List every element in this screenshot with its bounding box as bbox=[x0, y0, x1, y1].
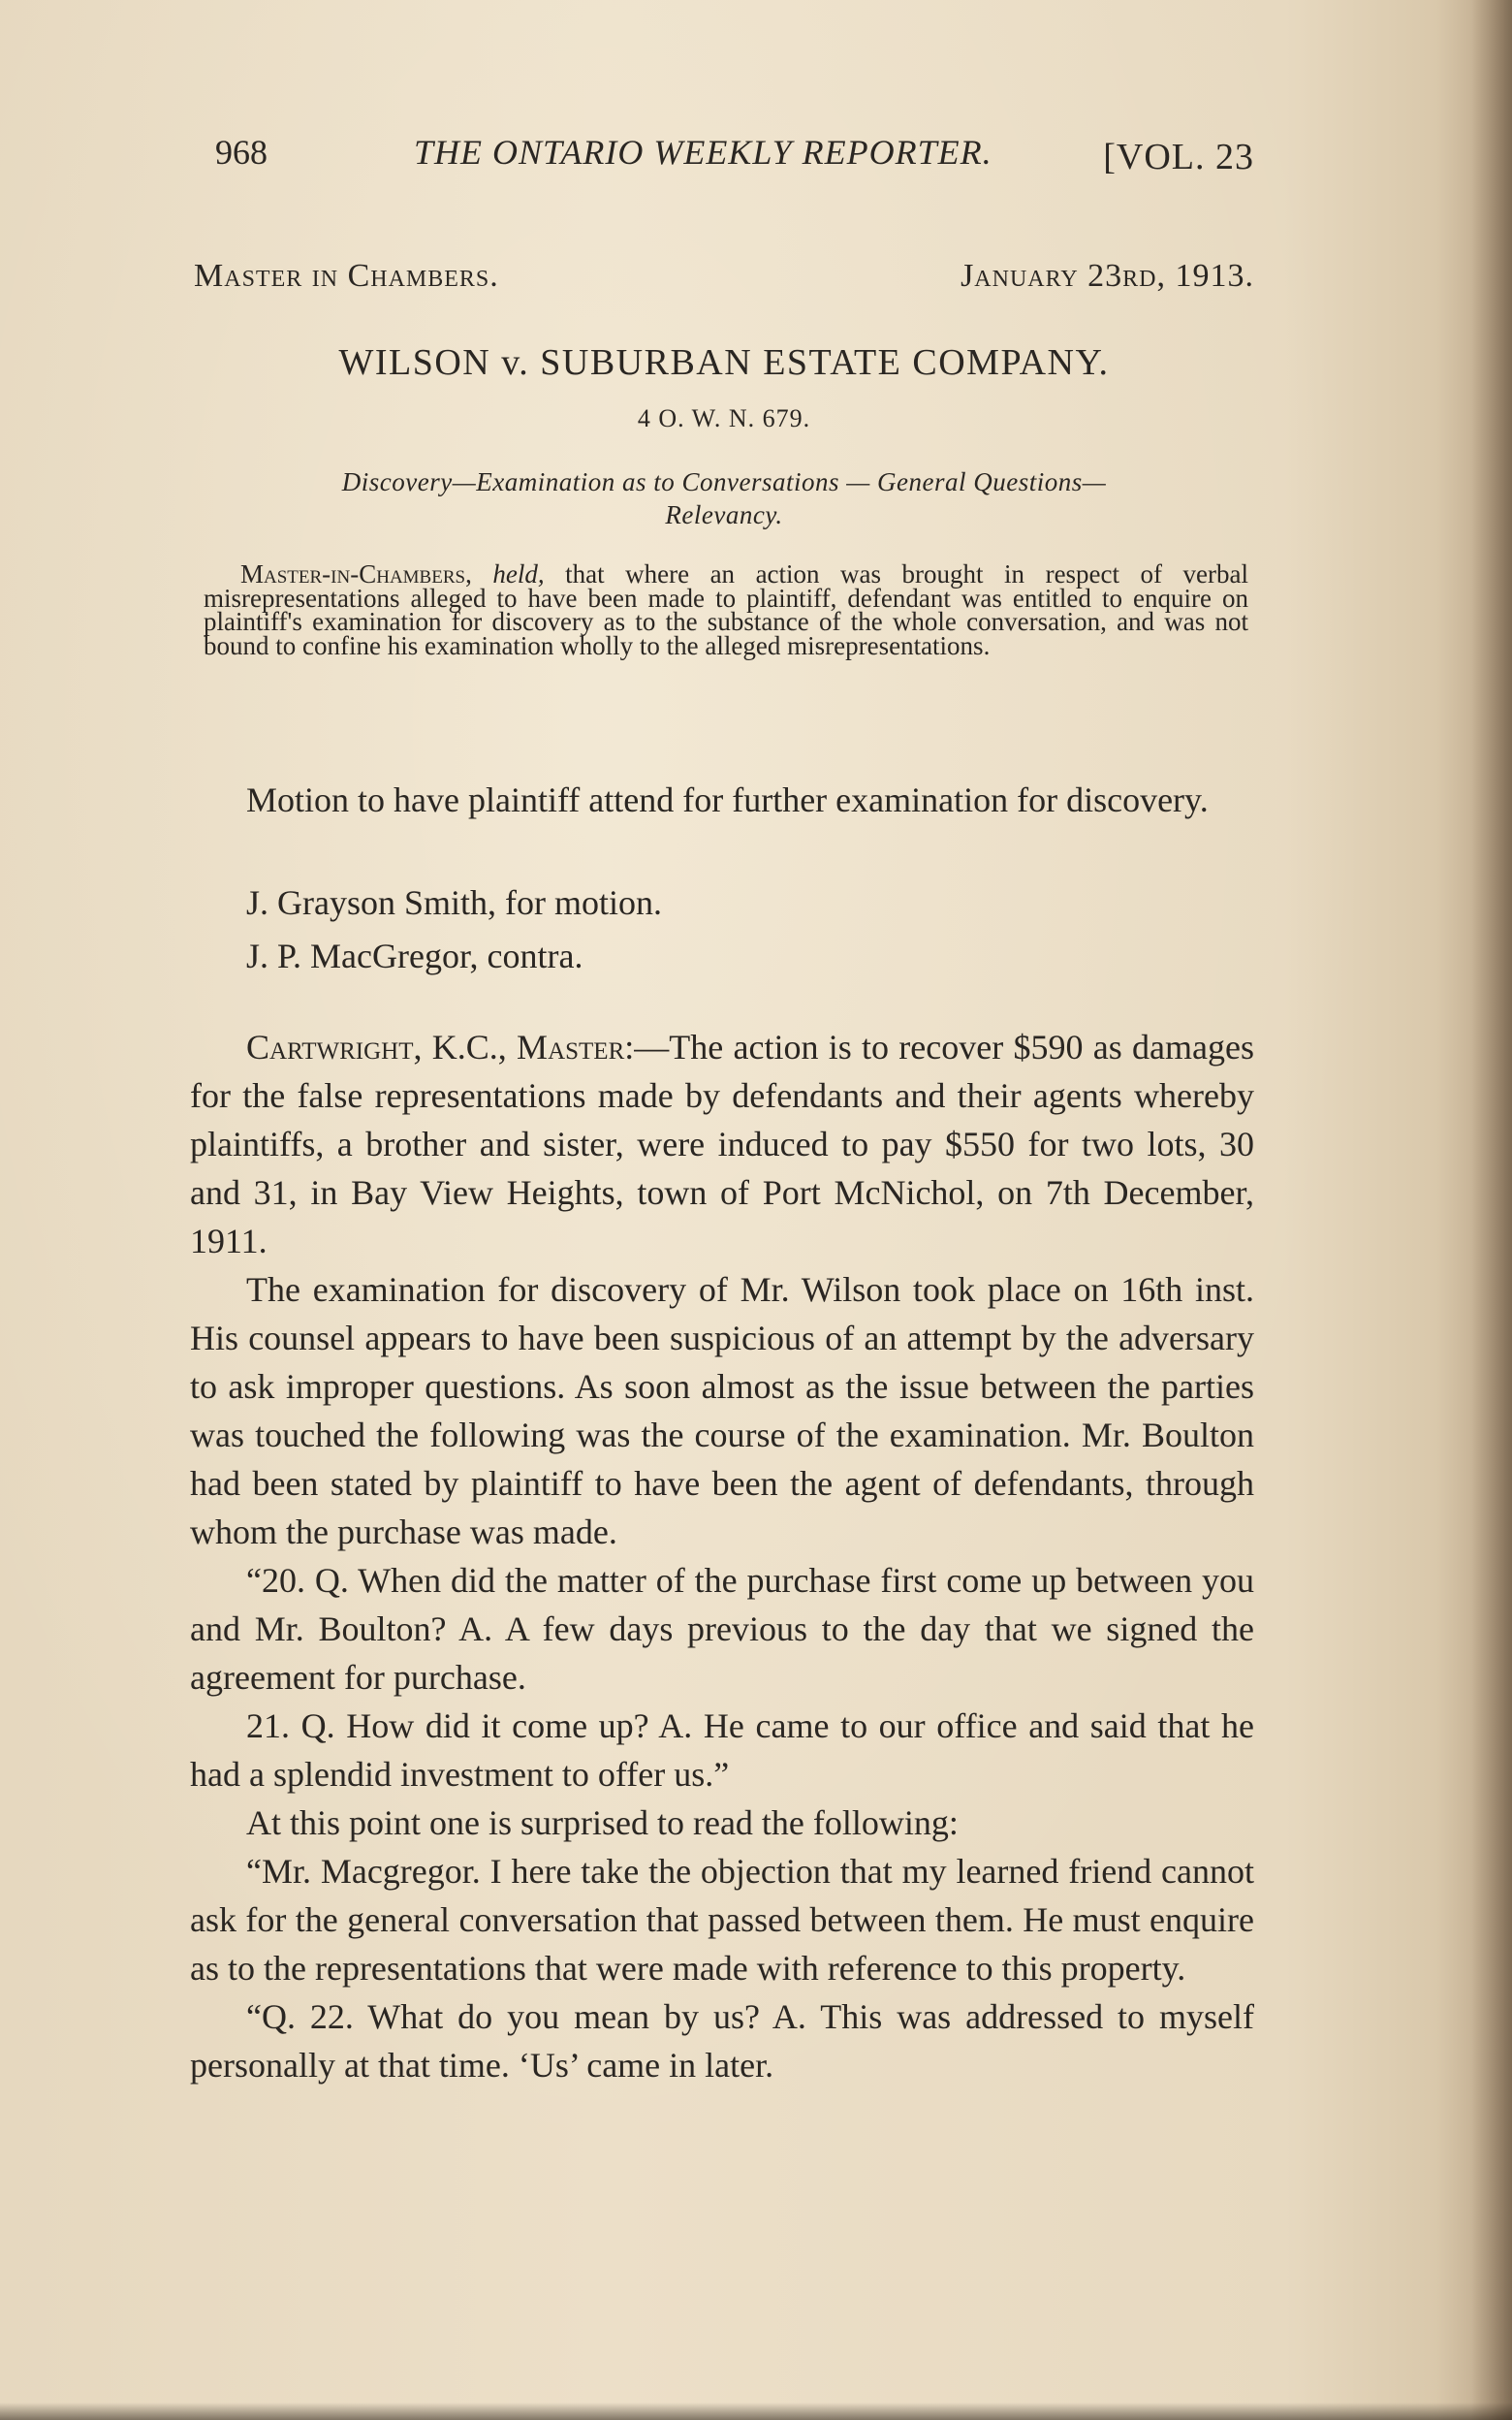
judgment-paragraph: “Q. 22. What do you mean by us? A. This was addressed to myself personally at that time. ‘Us’ came in later. bbox=[190, 1997, 1254, 2085]
case-name: WILSON v. SUBURBAN ESTATE COMPANY. bbox=[338, 342, 1110, 383]
judge-name: Cartwright, K.C., Master: bbox=[246, 1028, 635, 1067]
page-spine-shadow bbox=[1471, 0, 1512, 2420]
counsel-contra: J. P. MacGregor, contra. bbox=[246, 937, 583, 975]
court-name: Master in Chambers. bbox=[194, 258, 499, 294]
page-number: 968 bbox=[215, 133, 268, 172]
judgment bbox=[190, 1023, 1254, 2089]
headnote-lead: Master-in-Chambers, bbox=[240, 559, 472, 589]
judgment-opening-paragraph bbox=[190, 1023, 1254, 1265]
judgment-paragraph: “Mr. Macgregor. I here take the objection that my learned friend cannot ask for the general conversation that passed between them. He must enquire as to the representations that were made with reference to this property. bbox=[190, 1852, 1254, 1988]
judgment-paragraph: The examination for discovery of Mr. Wilson took place on 16th inst. His counsel appears to have been suspicious of an attempt by the adversary to ask improper questions. As soon almost as the issue between the parties was touched the following was the course of the examination. Mr. Boulton had been stated by plaintiff to have been the agent of defendants, through whom the purchase was made. bbox=[190, 1270, 1254, 1551]
headnote bbox=[204, 559, 1248, 660]
judgment-paragraph: “20. Q. When did the matter of the purchase first come up between you and Mr. Boulton? A. A few days previous to the day that we signed the agreement for purchase. bbox=[190, 1561, 1254, 1697]
catchwords-line-1: Discovery—Examination as to Conversations — General Questions— bbox=[341, 467, 1107, 496]
page-bottom-shadow bbox=[0, 2403, 1512, 2420]
headnote-text: that where an action was brought in respect of verbal misrepresentations alleged to have been made to plaintiff, defendant was entitled to enquire on plaintiff's examination for discovery as to the substance of the whole conversation, and was not bound to confine his examination wholly to the alleged misrepresentations. bbox=[204, 559, 1248, 660]
counsel-for-motion: J. Grayson Smith, for motion. bbox=[246, 883, 662, 922]
case-citation: 4 O. W. N. 679. bbox=[637, 404, 811, 432]
decision-date: January 23rd, 1913. bbox=[961, 258, 1254, 294]
headnote-held: held, bbox=[492, 559, 545, 589]
judgment-paragraph: 21. Q. How did it come up? A. He came to our office and said that he had a splendid investment to offer us.” bbox=[190, 1706, 1254, 1794]
judgment-opening-text: —The action is to recover $590 as damages for the false representations made by defendants and their agents whereby plaintiffs, a brother and sister, were induced to pay $550 for two lots, 30 and 31, in Bay View Heights, town of Port McNichol, on 7th December, 1911. bbox=[190, 1028, 1254, 1260]
volume-label: [VOL. 23 bbox=[1103, 137, 1254, 177]
running-head bbox=[215, 124, 1254, 182]
journal-title: THE ONTARIO WEEKLY REPORTER. bbox=[414, 133, 992, 172]
catchwords bbox=[194, 465, 1254, 531]
motion-text: Motion to have plaintiff attend for further examination for discovery. bbox=[246, 780, 1209, 819]
catchwords-line-2: Relevancy. bbox=[665, 500, 783, 529]
judgment-paragraph: At this point one is surprised to read the following: bbox=[246, 1803, 959, 1842]
motion-paragraph bbox=[190, 776, 1254, 824]
